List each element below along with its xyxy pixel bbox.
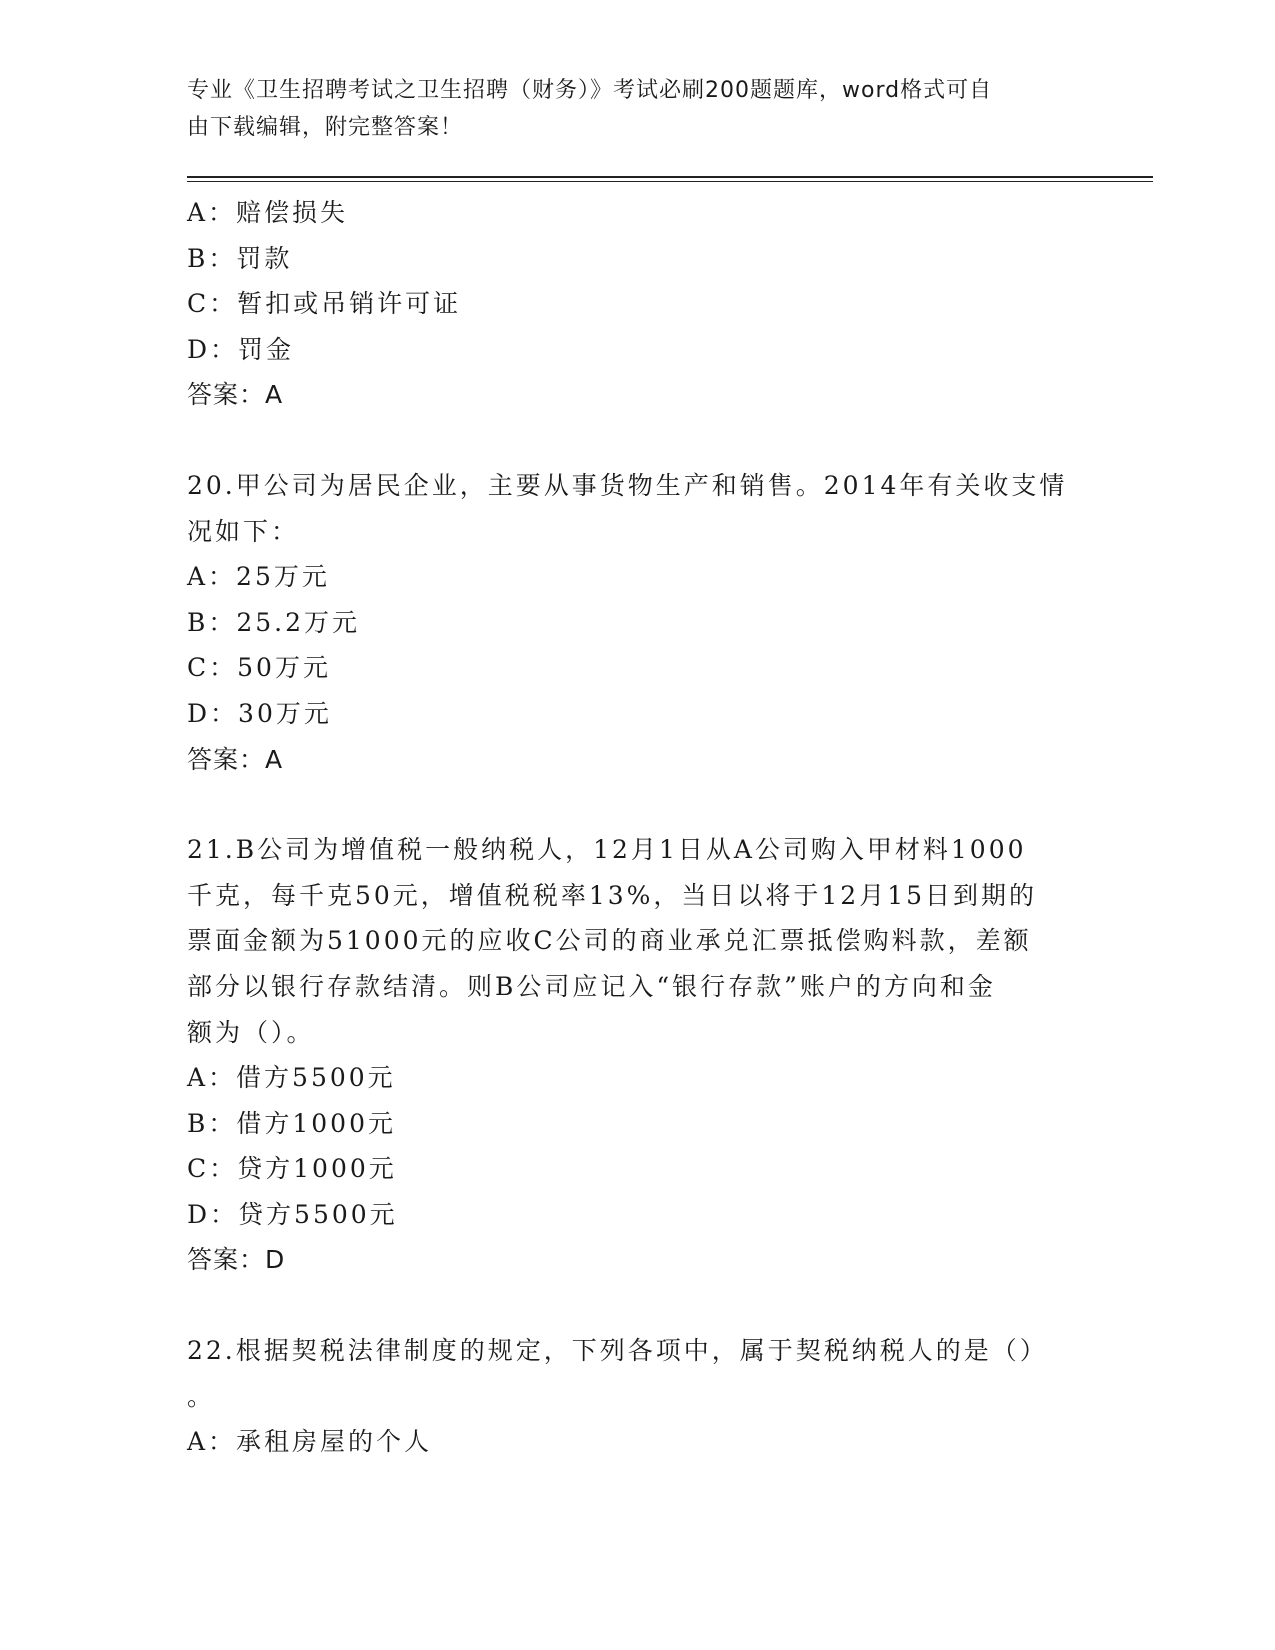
question-stem-line: 票面金额为51000元的应收C公司的商业承兑汇票抵偿购料款，差额 — [187, 926, 1032, 956]
question-22 — [187, 1328, 1087, 1465]
option-b: B：25.2万元 — [187, 607, 361, 637]
spacer — [187, 1283, 1087, 1328]
option-b: B：借方1000元 — [187, 1108, 396, 1138]
header-line-2: 由下载编辑，附完整答案！ — [187, 115, 464, 140]
question-stem-line: 。 — [187, 1381, 216, 1411]
question-stem-line: 20.甲公司为居民企业，主要从事货物生产和销售。2014年有关收支情 — [187, 470, 1068, 500]
question-20 — [187, 463, 1087, 782]
option-a: A：借方5500元 — [187, 1063, 396, 1093]
option-b: B：罚款 — [187, 243, 293, 273]
question-stem-line: 千克，每千克50元，增值税税率13%，当日以将于12月15日到期的 — [187, 880, 1038, 910]
question-stem-line: 额为（）。 — [187, 1017, 315, 1047]
answer: 答案：A — [187, 380, 284, 410]
option-a: A：赔偿损失 — [187, 198, 349, 227]
option-c: C：暂扣或吊销许可证 — [187, 289, 462, 319]
spacer — [187, 418, 1087, 463]
question-stem-line: 况如下： — [187, 516, 300, 546]
option-d: D：罚金 — [187, 334, 295, 364]
answer: 答案：D — [187, 1245, 286, 1275]
option-c: C：贷方1000元 — [187, 1154, 397, 1184]
question-list — [187, 190, 1087, 1465]
option-d: D：贷方5500元 — [187, 1199, 398, 1229]
spacer — [187, 782, 1087, 827]
option-d: D：30万元 — [187, 698, 332, 728]
option-c: C：50万元 — [187, 653, 331, 683]
header-divider — [187, 176, 1153, 182]
question-stem-line: 部分以银行存款结清。则B公司应记入“银行存款”账户的方向和金 — [187, 971, 996, 1001]
question-19 — [187, 190, 1087, 418]
question-21 — [187, 827, 1087, 1283]
option-a: A：承租房屋的个人 — [187, 1427, 433, 1457]
document-header — [187, 72, 1067, 146]
header-line-1: 专业《卫生招聘考试之卫生招聘（财务）》考试必刷200题题库，word格式可自 — [187, 78, 993, 103]
question-stem-line: 22.根据契税法律制度的规定，下列各项中，属于契税纳税人的是（） — [187, 1336, 1048, 1366]
answer: 答案：A — [187, 744, 284, 774]
option-a: A：25万元 — [187, 562, 330, 592]
question-stem-line: 21.B公司为增值税一般纳税人，12月1日从A公司购入甲材料1000 — [187, 835, 1027, 865]
